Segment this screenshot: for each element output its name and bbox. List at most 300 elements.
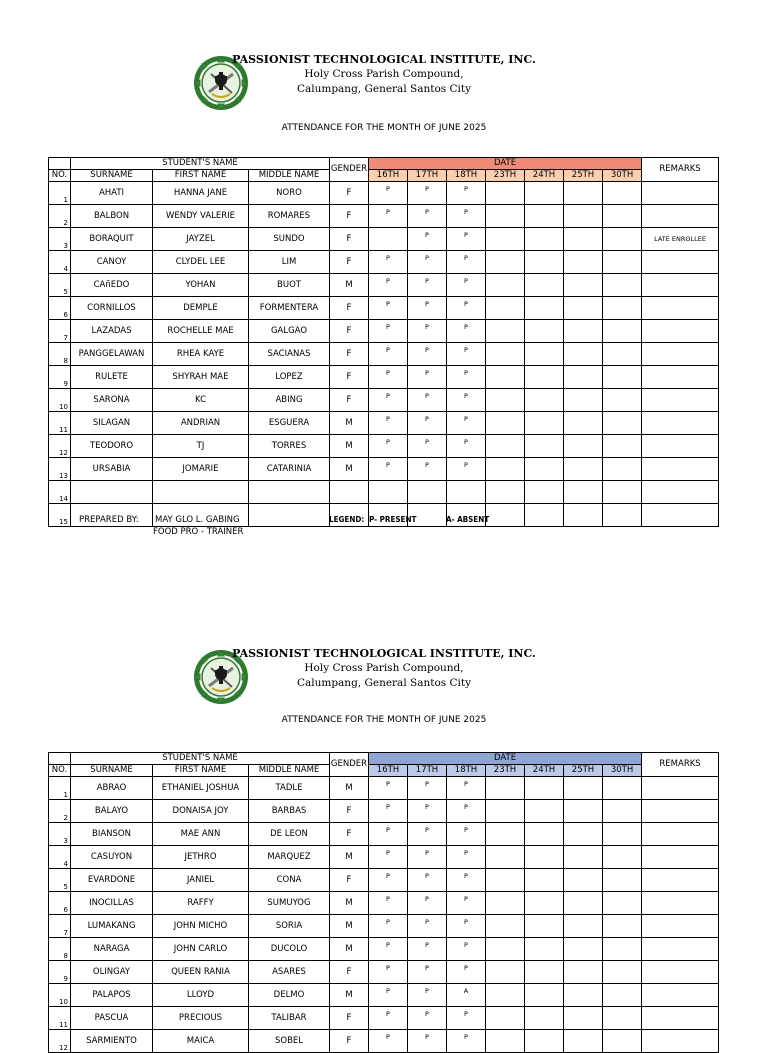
header-date: DATE (369, 753, 642, 765)
cell-attendance-mark (486, 389, 525, 412)
header-no: NO. (49, 765, 71, 777)
cell-attendance-mark (603, 435, 642, 458)
table-row (49, 1007, 719, 1030)
row-number: 9 (49, 961, 71, 984)
cell-attendance-mark (603, 412, 642, 435)
header-day: 30TH (603, 170, 642, 182)
cell-attendance-mark: P (408, 869, 447, 892)
table-row (49, 389, 719, 412)
table-row (49, 435, 719, 458)
cell-attendance-mark (603, 1030, 642, 1053)
cell-attendance-mark: P (408, 800, 447, 823)
cell-attendance-mark (525, 297, 564, 320)
cell-gender: F (330, 251, 369, 274)
cell-attendance-mark (525, 389, 564, 412)
table-row (49, 777, 719, 800)
table-row (49, 869, 719, 892)
cell-attendance-mark (564, 823, 603, 846)
cell-first-name: JETHRO (153, 846, 249, 869)
cell-remarks (642, 481, 719, 504)
table-row (49, 892, 719, 915)
cell-attendance-mark (564, 777, 603, 800)
cell-attendance-mark (486, 320, 525, 343)
header-day: 17TH (408, 765, 447, 777)
header-day: 25TH (564, 765, 603, 777)
cell-first-name: JAYZEL (153, 228, 249, 251)
header-day: 23TH (486, 170, 525, 182)
header-surname: SURNAME (71, 170, 153, 182)
cell-remarks (642, 205, 719, 228)
header-blank (49, 753, 71, 765)
cell-surname: ABRAO (71, 777, 153, 800)
header-remarks: REMARKS (642, 158, 719, 182)
row-number: 10 (49, 984, 71, 1007)
cell-attendance-mark: P (447, 320, 486, 343)
cell-attendance-mark (564, 320, 603, 343)
cell-remarks (642, 274, 719, 297)
cell-attendance-mark (525, 366, 564, 389)
cell-remarks (642, 984, 719, 1007)
cell-surname: CANOY (71, 251, 153, 274)
cell-attendance-mark: P (408, 366, 447, 389)
cell-remarks (642, 435, 719, 458)
cell-attendance-mark: P (408, 297, 447, 320)
cell-surname: SARMIENTO (71, 1030, 153, 1053)
row-number: 4 (49, 846, 71, 869)
cell-attendance-mark (486, 938, 525, 961)
row-number: 2 (49, 205, 71, 228)
row-number: 11 (49, 412, 71, 435)
cell-attendance-mark: P (447, 800, 486, 823)
cell-middle-name: TADLE (249, 777, 330, 800)
cell-attendance-mark: P (408, 1030, 447, 1053)
table-row (49, 961, 719, 984)
cell-attendance-mark (486, 435, 525, 458)
cell-attendance-mark (486, 481, 525, 504)
cell-middle-name (249, 504, 330, 527)
header-day: 16TH (369, 765, 408, 777)
row-number: 12 (49, 1030, 71, 1053)
row-number: 7 (49, 320, 71, 343)
cell-first-name: JOHN MICHO (153, 915, 249, 938)
cell-attendance-mark (525, 412, 564, 435)
cell-surname: BIANSON (71, 823, 153, 846)
header-day: 25TH (564, 170, 603, 182)
cell-attendance-mark (486, 846, 525, 869)
cell-surname: CASUYON (71, 846, 153, 869)
cell-remarks (642, 915, 719, 938)
cell-attendance-mark: P (369, 435, 408, 458)
cell-attendance-mark: P (447, 915, 486, 938)
cell-surname: LAZADAS (71, 320, 153, 343)
cell-attendance-mark (564, 274, 603, 297)
cell-surname: CAñEDO (71, 274, 153, 297)
cell-gender: F (330, 320, 369, 343)
cell-attendance-mark: P (447, 869, 486, 892)
cell-first-name: SHYRAH MAE (153, 366, 249, 389)
table-row (49, 274, 719, 297)
cell-attendance-mark: P (408, 823, 447, 846)
cell-remarks (642, 458, 719, 481)
row-number: 2 (49, 800, 71, 823)
cell-middle-name: MARQUEZ (249, 846, 330, 869)
row-number: 1 (49, 182, 71, 205)
cell-remarks (642, 366, 719, 389)
header-blank (49, 158, 71, 170)
cell-attendance-mark (525, 1007, 564, 1030)
cell-attendance-mark: A (447, 984, 486, 1007)
cell-remarks (642, 297, 719, 320)
cell-attendance-mark (603, 182, 642, 205)
cell-remarks (642, 938, 719, 961)
cell-attendance-mark: P (369, 869, 408, 892)
cell-attendance-mark (486, 1030, 525, 1053)
cell-attendance-mark: P (369, 182, 408, 205)
cell-attendance-mark (603, 938, 642, 961)
cell-remarks (642, 412, 719, 435)
cell-attendance-mark (525, 481, 564, 504)
cell-first-name: LLOYD (153, 984, 249, 1007)
prepared-by-label: PREPARED BY: (79, 515, 139, 525)
header-day: 24TH (525, 765, 564, 777)
row-number: 8 (49, 343, 71, 366)
header-first-name: FIRST NAME (153, 765, 249, 777)
cell-attendance-mark: P (369, 938, 408, 961)
cell-attendance-mark: P (369, 892, 408, 915)
row-number: 6 (49, 297, 71, 320)
cell-attendance-mark: P (369, 251, 408, 274)
cell-attendance-mark (486, 823, 525, 846)
cell-attendance-mark (603, 846, 642, 869)
cell-attendance-mark (603, 777, 642, 800)
school-address-line2: Calumpang, General Santos City (296, 677, 472, 689)
cell-gender: F (330, 297, 369, 320)
cell-remarks (642, 800, 719, 823)
cell-attendance-mark (525, 1030, 564, 1053)
row-number: 8 (49, 938, 71, 961)
cell-attendance-mark (525, 938, 564, 961)
cell-surname: BALAYO (71, 800, 153, 823)
cell-attendance-mark: P (447, 777, 486, 800)
cell-middle-name: DE LEON (249, 823, 330, 846)
cell-attendance-mark (564, 481, 603, 504)
cell-attendance-mark (564, 961, 603, 984)
cell-middle-name: DUCOLO (249, 938, 330, 961)
table-row (49, 343, 719, 366)
cell-attendance-mark: P (408, 389, 447, 412)
cell-gender: M (330, 915, 369, 938)
cell-gender: F (330, 1030, 369, 1053)
row-number: 10 (49, 389, 71, 412)
cell-attendance-mark: P (369, 915, 408, 938)
cell-attendance-mark (564, 458, 603, 481)
cell-attendance-mark (564, 984, 603, 1007)
cell-remarks (642, 1030, 719, 1053)
cell-attendance-mark (525, 251, 564, 274)
cell-attendance-mark (564, 251, 603, 274)
cell-attendance-mark: P (408, 251, 447, 274)
cell-first-name: DONAISA JOY (153, 800, 249, 823)
cell-first-name: DEMPLE (153, 297, 249, 320)
attendance-table (48, 752, 719, 1053)
cell-gender: F (330, 961, 369, 984)
row-number: 9 (49, 366, 71, 389)
cell-attendance-mark (486, 1007, 525, 1030)
cell-surname: URSABIA (71, 458, 153, 481)
table-row (49, 297, 719, 320)
header-surname: SURNAME (71, 765, 153, 777)
cell-attendance-mark (525, 823, 564, 846)
cell-attendance-mark: P (369, 961, 408, 984)
cell-middle-name: CATARINIA (249, 458, 330, 481)
cell-first-name: JANIEL (153, 869, 249, 892)
cell-attendance-mark (564, 412, 603, 435)
cell-attendance-mark (525, 182, 564, 205)
cell-remarks (642, 343, 719, 366)
cell-attendance-mark (564, 182, 603, 205)
cell-surname: SARONA (71, 389, 153, 412)
legend-label: LEGEND: (329, 515, 365, 524)
cell-attendance-mark: P (447, 182, 486, 205)
cell-middle-name: SORIA (249, 915, 330, 938)
cell-first-name: CLYDEL LEE (153, 251, 249, 274)
cell-attendance-mark (525, 915, 564, 938)
header-middle-name: MIDDLE NAME (249, 170, 330, 182)
cell-attendance-mark (486, 869, 525, 892)
header-students-name: STUDENT'S NAME (71, 158, 330, 170)
table-row (49, 984, 719, 1007)
cell-attendance-mark (486, 205, 525, 228)
cell-gender (330, 481, 369, 504)
cell-first-name: JOHN CARLO (153, 938, 249, 961)
cell-attendance-mark (486, 504, 525, 527)
cell-attendance-mark (525, 343, 564, 366)
cell-attendance-mark (603, 274, 642, 297)
cell-first-name: WENDY VALERIE (153, 205, 249, 228)
cell-attendance-mark (486, 984, 525, 1007)
cell-attendance-mark (603, 320, 642, 343)
cell-attendance-mark: P (447, 938, 486, 961)
cell-first-name: MAE ANN (153, 823, 249, 846)
header-gender: GENDER (330, 158, 369, 182)
cell-attendance-mark: P (369, 984, 408, 1007)
header-no: NO. (49, 170, 71, 182)
cell-attendance-mark (369, 481, 408, 504)
cell-attendance-mark (525, 777, 564, 800)
cell-first-name (153, 481, 249, 504)
cell-first-name: MAICA (153, 1030, 249, 1053)
cell-surname: PASCUA (71, 1007, 153, 1030)
cell-attendance-mark (564, 892, 603, 915)
cell-attendance-mark (564, 504, 603, 527)
cell-gender: M (330, 938, 369, 961)
cell-attendance-mark: P (369, 777, 408, 800)
cell-middle-name: ASARES (249, 961, 330, 984)
cell-attendance-mark: P (408, 892, 447, 915)
cell-attendance-mark (564, 800, 603, 823)
cell-attendance-mark (486, 366, 525, 389)
prepared-by-role: FOOD PRO - TRAINER (153, 527, 244, 537)
cell-attendance-mark: P (447, 366, 486, 389)
row-number: 3 (49, 823, 71, 846)
attendance-sheet-2 (0, 594, 768, 1052)
cell-attendance-mark: P (369, 458, 408, 481)
table-row (49, 938, 719, 961)
cell-middle-name: GALGAO (249, 320, 330, 343)
cell-attendance-mark (408, 481, 447, 504)
cell-middle-name: LIM (249, 251, 330, 274)
cell-surname: EVARDONE (71, 869, 153, 892)
school-address-line1: Holy Cross Parish Compound, (304, 662, 464, 674)
cell-first-name: PRECIOUS (153, 1007, 249, 1030)
cell-attendance-mark (486, 343, 525, 366)
cell-attendance-mark (564, 297, 603, 320)
cell-attendance-mark: P (408, 961, 447, 984)
cell-attendance-mark (525, 205, 564, 228)
cell-attendance-mark (603, 869, 642, 892)
attendance-title: ATTENDANCE FOR THE MONTH OF JUNE 2025 (281, 715, 487, 725)
table-row (49, 481, 719, 504)
header-date: DATE (369, 158, 642, 170)
cell-gender: M (330, 846, 369, 869)
cell-attendance-mark: P (408, 915, 447, 938)
cell-attendance-mark: P (369, 800, 408, 823)
cell-attendance-mark (603, 228, 642, 251)
cell-attendance-mark (603, 892, 642, 915)
cell-attendance-mark (486, 915, 525, 938)
cell-attendance-mark (564, 1007, 603, 1030)
row-number: 3 (49, 228, 71, 251)
cell-first-name: ROCHELLE MAE (153, 320, 249, 343)
cell-attendance-mark: P (408, 274, 447, 297)
row-number: 7 (49, 915, 71, 938)
cell-surname: OLINGAY (71, 961, 153, 984)
cell-gender: M (330, 458, 369, 481)
prepared-by-name: MAY GLO L. GABING (155, 515, 240, 525)
cell-surname (71, 481, 153, 504)
cell-attendance-mark: P (447, 892, 486, 915)
cell-attendance-mark: P (408, 435, 447, 458)
cell-first-name: KC (153, 389, 249, 412)
row-number: 13 (49, 458, 71, 481)
cell-attendance-mark (564, 343, 603, 366)
school-address-line1: Holy Cross Parish Compound, (304, 68, 464, 80)
cell-middle-name: FORMENTERA (249, 297, 330, 320)
cell-attendance-mark: P (369, 1030, 408, 1053)
legend-absent: A- ABSENT (446, 515, 490, 524)
cell-middle-name: SACIANAS (249, 343, 330, 366)
cell-attendance-mark (564, 915, 603, 938)
cell-attendance-mark (447, 481, 486, 504)
cell-attendance-mark: P (447, 297, 486, 320)
cell-remarks (642, 182, 719, 205)
cell-first-name: HANNA JANE (153, 182, 249, 205)
cell-first-name: YOHAN (153, 274, 249, 297)
table-row (49, 251, 719, 274)
cell-attendance-mark (564, 228, 603, 251)
cell-attendance-mark: P (447, 846, 486, 869)
cell-first-name: RHEA KAYE (153, 343, 249, 366)
cell-remarks (642, 846, 719, 869)
cell-attendance-mark (525, 961, 564, 984)
cell-remarks (642, 869, 719, 892)
school-name: PASSIONIST TECHNOLOGICAL INSTITUTE, INC. (232, 53, 536, 66)
header-middle-name: MIDDLE NAME (249, 765, 330, 777)
cell-middle-name (249, 481, 330, 504)
cell-attendance-mark (603, 984, 642, 1007)
cell-surname: AHATI (71, 182, 153, 205)
cell-attendance-mark: P (408, 458, 447, 481)
cell-attendance-mark: P (369, 823, 408, 846)
header-day: 16TH (369, 170, 408, 182)
row-number: 11 (49, 1007, 71, 1030)
cell-attendance-mark (486, 228, 525, 251)
cell-attendance-mark: P (369, 389, 408, 412)
cell-attendance-mark (603, 343, 642, 366)
table-row (49, 1030, 719, 1053)
cell-attendance-mark: P (408, 846, 447, 869)
cell-first-name: ANDRIAN (153, 412, 249, 435)
cell-attendance-mark: P (447, 1030, 486, 1053)
cell-attendance-mark (525, 274, 564, 297)
cell-gender: F (330, 182, 369, 205)
cell-attendance-mark (486, 892, 525, 915)
cell-attendance-mark: P (408, 412, 447, 435)
header-day: 18TH (447, 170, 486, 182)
cell-surname: INOCILLAS (71, 892, 153, 915)
cell-attendance-mark (525, 228, 564, 251)
cell-middle-name: CONA (249, 869, 330, 892)
cell-gender: F (330, 366, 369, 389)
row-number: 6 (49, 892, 71, 915)
cell-middle-name: TALIBAR (249, 1007, 330, 1030)
cell-attendance-mark: P (369, 205, 408, 228)
header-gender: GENDER (330, 753, 369, 777)
cell-gender: F (330, 228, 369, 251)
cell-attendance-mark: P (408, 938, 447, 961)
cell-gender: F (330, 823, 369, 846)
cell-attendance-mark (603, 389, 642, 412)
cell-gender: F (330, 205, 369, 228)
header-remarks: REMARKS (642, 753, 719, 777)
cell-attendance-mark (525, 984, 564, 1007)
cell-remarks (642, 777, 719, 800)
cell-gender: F (330, 800, 369, 823)
cell-remarks (642, 504, 719, 527)
cell-attendance-mark (486, 800, 525, 823)
cell-gender: M (330, 892, 369, 915)
cell-first-name: RAFFY (153, 892, 249, 915)
header-day: 23TH (486, 765, 525, 777)
cell-attendance-mark (525, 320, 564, 343)
cell-gender: M (330, 412, 369, 435)
legend-present: P- PRESENT (369, 515, 417, 524)
cell-gender: M (330, 435, 369, 458)
cell-middle-name: LOPEZ (249, 366, 330, 389)
header-day: 17TH (408, 170, 447, 182)
cell-first-name: JOMARIE (153, 458, 249, 481)
cell-attendance-mark: P (447, 389, 486, 412)
cell-gender: F (330, 343, 369, 366)
table-row (49, 915, 719, 938)
cell-attendance-mark: P (447, 961, 486, 984)
cell-attendance-mark (525, 800, 564, 823)
cell-surname: BORAQUIT (71, 228, 153, 251)
table-row (49, 458, 719, 481)
cell-attendance-mark: P (447, 458, 486, 481)
cell-middle-name: SOBEL (249, 1030, 330, 1053)
header-students-name: STUDENT'S NAME (71, 753, 330, 765)
